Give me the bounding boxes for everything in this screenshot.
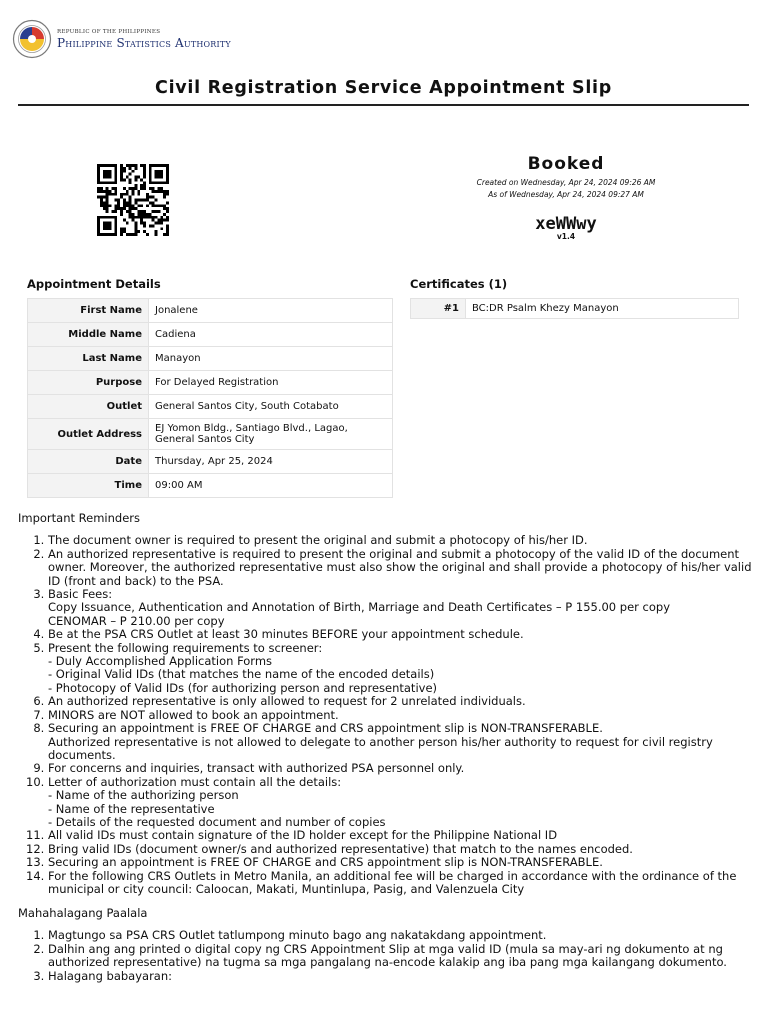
certificates-heading: Certificates (1) [410, 277, 508, 291]
list-item-line: 6. An authorized representative is only allowed to request for 2 unrelated individuals. [48, 694, 526, 709]
table-row [28, 450, 393, 474]
list-item-line: CENOMAR – P 210.00 per copy [48, 613, 225, 628]
list-item-line: 11. All valid IDs must contain signature of the ID holder except for the Philippine National ID [48, 828, 558, 843]
qr-code-icon [95, 164, 171, 236]
table-row [28, 299, 393, 323]
list-item-line: Copy Issuance, Authentication and Annotation of Birth, Marriage and Death Certificates – P 155.00 per copy [48, 600, 670, 615]
paalala-section [18, 907, 754, 983]
row-label: Outlet [28, 395, 149, 419]
psa-logo [12, 16, 231, 62]
psa-seal-icon [12, 19, 52, 59]
row-label: Time [28, 474, 149, 498]
list-item-line: 8. Securing an appointment is FREE OF CHARGE and CRS appointment slip is NON-TRANSFERABLE. [48, 721, 603, 736]
list-item-line: 2. Dalhin ang ang printed o digital copy ng CRS Appointment Slip at mga valid ID (mula sa may-ari ng dokumento at ng authorized representative) na tugma sa mga pangalang na-encode kalakip ang iba pang mga kailangang dokumento. [48, 941, 727, 970]
row-label: Middle Name [28, 323, 149, 347]
booking-status-block [390, 154, 742, 241]
list-item-line: 1. The document owner is required to present the original and submit a photocopy of his/her ID. [48, 533, 588, 548]
logo-main-text: Philippine Statistics Authority [57, 35, 231, 50]
logo-small-text: REPUBLIC OF THE PHILIPPINES [57, 28, 161, 35]
list-item-line: 7. MINORS are NOT allowed to book an appointment. [48, 707, 339, 722]
list-item [48, 548, 754, 588]
row-value: Cadiena [149, 323, 393, 347]
row-value: For Delayed Registration [149, 371, 393, 395]
certificate-value: BC:DR Psalm Khezy Manayon [466, 299, 739, 319]
list-item [48, 762, 754, 775]
row-value: EJ Yomon Bldg., Santiago Blvd., Lagao, General Santos City [149, 419, 393, 450]
list-item-line: 12. Bring valid IDs (document owner/s and authorized representative) that match to the names encoded. [48, 841, 633, 856]
list-item [48, 929, 754, 942]
list-item-line: 3. Basic Fees: [48, 587, 113, 602]
table-row [28, 323, 393, 347]
row-label: Date [28, 450, 149, 474]
list-item-line: 14. For the following CRS Outlets in Metro Manila, an additional fee will be charged in accordance with the ordinance of the municipal or city council: Caloocan, Makati, Muntinlupa, Pasig, and Valenzuela City [48, 868, 737, 896]
list-item [48, 856, 754, 869]
list-item [48, 642, 754, 696]
reminders-list [18, 534, 754, 896]
list-item-line: 4. Be at the PSA CRS Outlet at least 30 minutes BEFORE your appointment schedule. [48, 627, 524, 642]
list-item-line: - Details of the requested document and number of copies [48, 814, 386, 829]
list-item-line: - Duly Accomplished Application Forms [48, 654, 273, 669]
page-title: Civil Registration Service Appointment Slip [155, 78, 612, 98]
appointment-details-table [27, 298, 393, 498]
row-label: Outlet Address [28, 419, 149, 450]
list-item-line: 3. Halagang babayaran: [48, 968, 173, 983]
version-label: v1.4 [556, 232, 576, 241]
list-item-line: 10. Letter of authorization must contain all the details: [48, 774, 342, 789]
row-value: 09:00 AM [149, 474, 393, 498]
list-item [48, 843, 754, 856]
table-row [28, 347, 393, 371]
certificates-table [410, 298, 739, 319]
paalala-heading: Mahahalagang Paalala [18, 906, 148, 920]
row-label: First Name [28, 299, 149, 323]
reference-code: xeWWwy [535, 214, 597, 234]
list-item-line: 2. An authorized representative is required to present the original and submit a photocopy of the valid ID of the document owner. Moreover, the authorized representative must also show the original and shall provide a photocopy of his/her valid ID (front and back) to the PSA. [48, 546, 752, 588]
list-item-line: - Photocopy of Valid IDs (for authorizing person and representative) [48, 680, 438, 695]
list-item-line: 5. Present the following requirements to screener: [48, 640, 323, 655]
appointment-details-heading: Appointment Details [27, 277, 161, 291]
row-value: General Santos City, South Cotabato [149, 395, 393, 419]
list-item-line: 9. For concerns and inquiries, transact with authorized PSA personnel only. [48, 761, 465, 776]
list-item [48, 695, 754, 708]
list-item-line: 1. Magtungo sa PSA CRS Outlet tatlumpong minuto bago ang nakatakdang appointment. [48, 928, 547, 943]
row-label: Last Name [28, 347, 149, 371]
paalala-list [18, 929, 754, 983]
list-item [48, 970, 754, 983]
list-item [48, 870, 754, 897]
list-item-line: - Name of the representative [48, 801, 215, 816]
list-item-line: Authorized representative is not allowed to delegate to another person his/her authority to request for civil registry documents. [48, 734, 713, 762]
row-value: Thursday, Apr 25, 2024 [149, 450, 393, 474]
table-row [411, 299, 739, 319]
created-timestamp: Created on Wednesday, Apr 24, 2024 09:26 AM [476, 178, 656, 187]
table-row [28, 371, 393, 395]
list-item [48, 628, 754, 641]
list-item-line: - Name of the authorizing person [48, 788, 239, 803]
list-item [48, 709, 754, 722]
list-item [48, 943, 754, 970]
status-label: Booked [527, 154, 605, 174]
important-reminders-heading: Important Reminders [18, 511, 140, 525]
important-reminders-section [18, 512, 754, 896]
list-item [48, 534, 754, 547]
list-item [48, 829, 754, 842]
table-row [28, 474, 393, 498]
list-item [48, 776, 754, 830]
table-row [28, 395, 393, 419]
list-item-line: - Original Valid IDs (that matches the name of the encoded details) [48, 667, 435, 682]
table-row [28, 419, 393, 450]
row-value: Jonalene [149, 299, 393, 323]
title-divider [18, 104, 749, 106]
list-item [48, 722, 754, 762]
certificate-number: #1 [411, 299, 466, 319]
row-value: Manayon [149, 347, 393, 371]
list-item-line: 13. Securing an appointment is FREE OF CHARGE and CRS appointment slip is NON-TRANSFERABLE. [48, 855, 603, 870]
as-of-timestamp: As of Wednesday, Apr 24, 2024 09:27 AM [488, 190, 644, 199]
list-item [48, 588, 754, 628]
row-label: Purpose [28, 371, 149, 395]
